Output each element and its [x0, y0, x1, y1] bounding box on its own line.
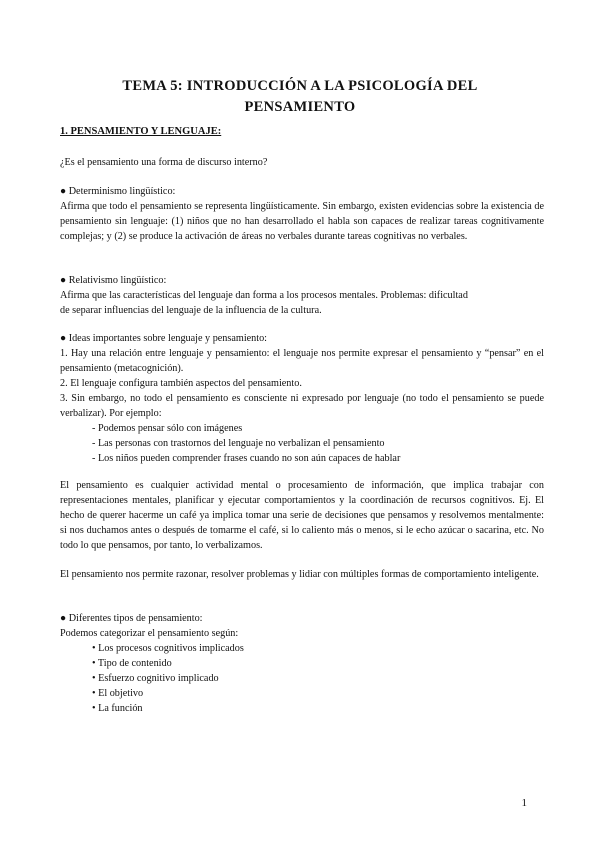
- relativismo-line-2: de separar influencias del lenguaje de la influencia de la cultura.: [60, 305, 322, 316]
- title-line-1: TEMA 5: INTRODUCCIÓN A LA PSICOLOGÍA DEL: [122, 78, 478, 94]
- ideas-heading: ● Ideas importantes sobre lenguaje y pensamiento:: [60, 333, 268, 344]
- definicion-block: [60, 478, 544, 553]
- list-item: • Tipo de contenido: [92, 658, 172, 669]
- ideas-example: - Podemos pensar sólo con imágenes: [92, 423, 243, 434]
- question-block: [60, 155, 544, 170]
- tipos-list: [60, 641, 544, 716]
- relativismo-heading: ● Relativismo lingüístico:: [60, 275, 167, 286]
- relativismo-block: [60, 273, 544, 318]
- ideas-item-1: 1. Hay una relación entre lenguaje y pensamiento: el lenguaje nos permite expresar el pensamiento y “pensar” en el pensamiento (metacognición).: [60, 348, 544, 374]
- tipos-intro: Podemos categorizar el pensamiento según:: [60, 628, 239, 639]
- razonar-block: [60, 567, 544, 582]
- ideas-item-2: 2. El lenguaje configura también aspectos del pensamiento.: [60, 378, 302, 389]
- tipos-heading: ● Diferentes tipos de pensamiento:: [60, 613, 203, 624]
- ideas-item-3: 3. Sin embargo, no todo el pensamiento es consciente ni expresado por lenguaje (no todo el pensamiento se puede verbalizar). Por ejemplo:: [60, 393, 544, 419]
- page-number: 1: [521, 797, 527, 809]
- list-item: • Esfuerzo cognitivo implicado: [92, 673, 219, 684]
- determinismo-heading: ● Determinismo lingüístico:: [60, 186, 176, 197]
- list-item: • Los procesos cognitivos implicados: [92, 643, 244, 654]
- section-heading-block: [60, 124, 544, 139]
- section-heading: 1. PENSAMIENTO Y LENGUAJE:: [60, 126, 222, 137]
- tipos-block: [60, 611, 544, 716]
- list-item: • La función: [92, 703, 143, 714]
- definicion-text: El pensamiento es cualquier actividad mental o procesamiento de información, que implica trabajar con representaciones mentales, planificar y ejecutar comportamientos y la coordinación de recursos cognitivos. Ej. El hecho de querer hacerme un café ya implica tomar una serie de decisiones que pensamos y resolvemos mentalmente: si nos duchamos antes o después de tomarme el café, si lo caliento más o menos, si le echo azúcar o sacarina, etc. No todo lo que pensamos, por tanto, lo verbalizamos.: [60, 480, 544, 551]
- relativismo-line-1: Afirma que las características del lenguaje dan forma a los procesos mentales. Problemas: dificultad: [60, 290, 468, 301]
- ideas-block: [60, 331, 544, 466]
- ideas-example: - Las personas con trastornos del lenguaje no verbalizan el pensamiento: [92, 438, 385, 449]
- ideas-example: - Los niños pueden comprender frases cuando no son aún capaces de hablar: [92, 453, 401, 464]
- list-item: • El objetivo: [92, 688, 144, 699]
- determinismo-block: [60, 184, 544, 244]
- title-line-2: PENSAMIENTO: [244, 99, 356, 115]
- question-text: ¿Es el pensamiento una forma de discurso interno?: [60, 157, 268, 168]
- determinismo-text: Afirma que todo el pensamiento se representa lingüísticamente. Sin embargo, existen evidencias sobre la existencia de pensamiento sin lenguaje: (1) niños que no han desarrollado el habla son capaces de realizar tareas cognitivamente complejas; y (2) se produce la activación de áreas no verbales durante tareas cognitivas no verbales.: [60, 201, 544, 242]
- razonar-text: El pensamiento nos permite razonar, resolver problemas y lidiar con múltiples formas de comportamiento inteligente.: [60, 569, 539, 580]
- document-title: [60, 76, 540, 118]
